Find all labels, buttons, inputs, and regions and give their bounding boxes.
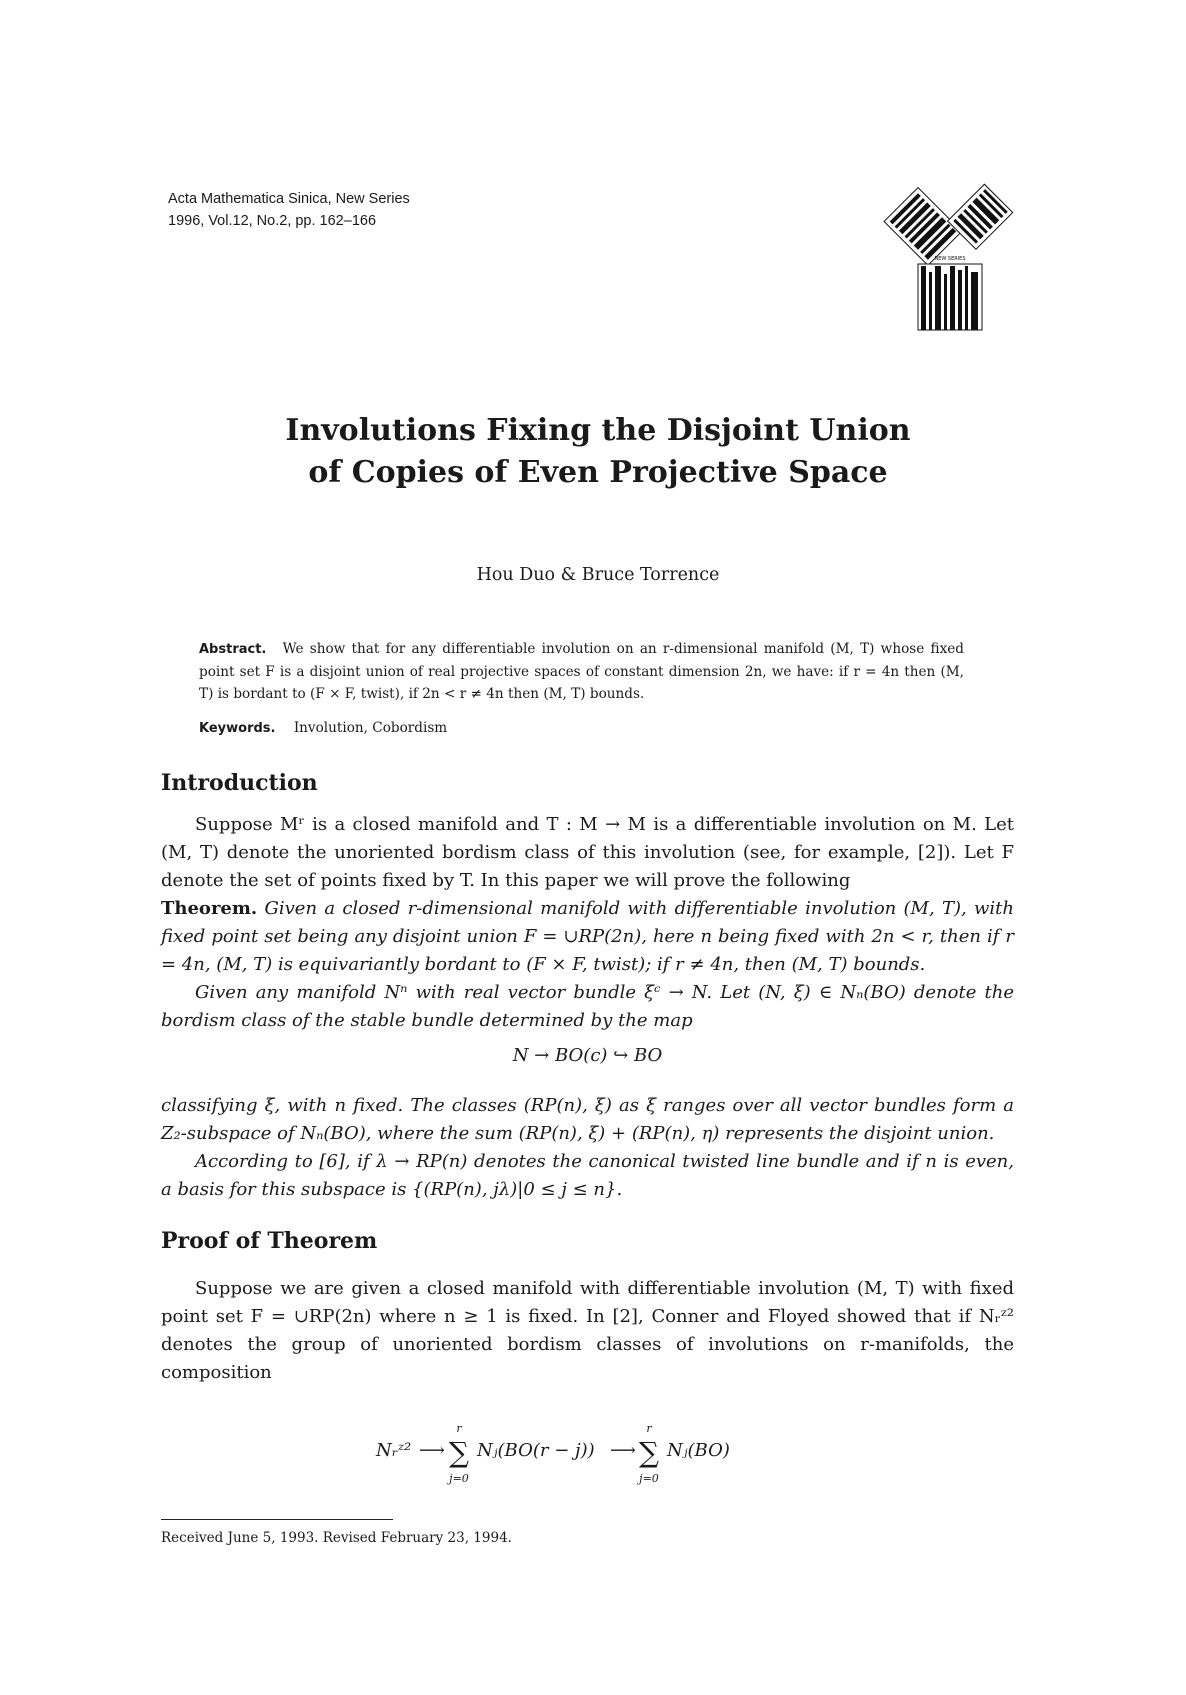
equation-map: N → BO(c) ↪ BO: [512, 1045, 663, 1066]
eq-sum1-top: r: [456, 1422, 462, 1435]
svg-text:NEW SERIES: NEW SERIES: [934, 256, 966, 262]
eq-sum2-bottom: j=0: [639, 1472, 659, 1485]
section-heading-proof: Proof of Theorem: [161, 1228, 378, 1254]
equation-composition: [161, 1418, 1014, 1488]
acta-sinica-logo-icon: [880, 178, 1020, 338]
intro-p3-text: classifying ξ, with n fixed. The classes (RP(n), ξ) as ξ ranges over all vector bundles form a Z₂-subspace of Nₙ(BO), where the sum (RP(n), ξ) + (RP(n), η) represents the disjoint union.: [161, 1095, 1014, 1144]
theorem-label: Theorem.: [161, 898, 258, 919]
theorem-text: Given a closed r-dimensional manifold with differentiable involution (M, T), with fixed point set being any disjoint union F = ∪RP(2n), here n being fixed with 2n < r, then if r = 4n, (M, T) is equivariantly bordant to (F × F, twist); if r ≠ 4n, then (M, T) bounds.: [161, 898, 1015, 975]
eq-term-2: Nⱼ(BO): [667, 1440, 730, 1461]
paper-title: [180, 410, 1016, 494]
eq-term-1: Nⱼ(BO(r − j)): [477, 1440, 595, 1461]
journal-name: Acta Mathematica Sinica, New Series: [168, 191, 410, 207]
intro-p4-text: According to [6], if λ → RP(n) denotes the canonical twisted line bundle and if n is even, a basis for this subspace is {(RP(n), jλ)|0 ≤ j ≤ n}.: [161, 1151, 1014, 1200]
journal-header: [168, 188, 410, 232]
section-heading-introduction: Introduction: [161, 770, 318, 796]
intro-paragraph-2: [161, 979, 1014, 1035]
eq-lhs: Nᵣᶻ²: [376, 1440, 412, 1461]
eq-sum2-sym: ∑: [639, 1436, 659, 1469]
abstract: [199, 638, 964, 705]
title-line-1: Involutions Fixing the Disjoint Union: [285, 413, 911, 448]
keywords-label: Keywords.: [199, 721, 276, 736]
eq-arrow-1: ⟶: [419, 1440, 445, 1461]
authors: Hou Duo & Bruce Torrence: [476, 565, 720, 585]
composition-formula: [161, 1418, 1014, 1488]
abstract-text: We show that for any differentiable involution on an r-dimensional manifold (M, T) whose fixed point set F is a disjoint union of real projective spaces of constant dimension 2n, we have: if r = 4n then (M, T) is bordant to (F × F, twist), if 2n < r ≠ 4n then (M, T) bounds.: [199, 641, 964, 702]
eq-sum2-top: r: [646, 1422, 652, 1435]
intro-paragraph-1: [161, 811, 1014, 895]
title-line-2: of Copies of Even Projective Space: [308, 455, 888, 490]
proof-p1-text: Suppose we are given a closed manifold with differentiable involution (M, T) with fixed point set F = ∪RP(2n) where n ≥ 1 is fixed. In [2], Conner and Floyed showed that if Nᵣᶻ² denotes the group of unoriented bordism classes of involutions on r-manifolds, the composition: [161, 1278, 1014, 1383]
theorem-paragraph: [161, 895, 1014, 979]
intro-paragraph-3: [161, 1092, 1014, 1148]
eq-sum1-bottom: j=0: [449, 1472, 469, 1485]
keywords-text: Involution, Cobordism: [293, 720, 448, 736]
intro-p2-text: Given any manifold Nⁿ with real vector bundle ξᶜ → N. Let (N, ξ) ∈ Nₙ(BO) denote the bordism class of the stable bundle determined by the map: [161, 982, 1014, 1031]
proof-paragraph-1: [161, 1275, 1014, 1387]
eq-sum1-sym: ∑: [449, 1436, 469, 1469]
eq-arrow-2: ⟶: [610, 1440, 636, 1461]
intro-paragraph-4: [161, 1148, 1014, 1204]
footnote-received: Received June 5, 1993. Revised February 23, 1994.: [161, 1530, 512, 1546]
footnote-rule: [161, 1519, 393, 1520]
journal-volume: 1996, Vol.12, No.2, pp. 162–166: [168, 213, 377, 229]
intro-p1-text: Suppose Mʳ is a closed manifold and T : M → M is a differentiable involution on M. Let (M, T) denote the unoriented bordism class of this involution (see, for example, [2]). Let F denote the set of points fixed by T. In this paper we will prove the following: [161, 814, 1014, 891]
abstract-label: Abstract.: [199, 642, 267, 657]
keywords: [199, 720, 447, 736]
